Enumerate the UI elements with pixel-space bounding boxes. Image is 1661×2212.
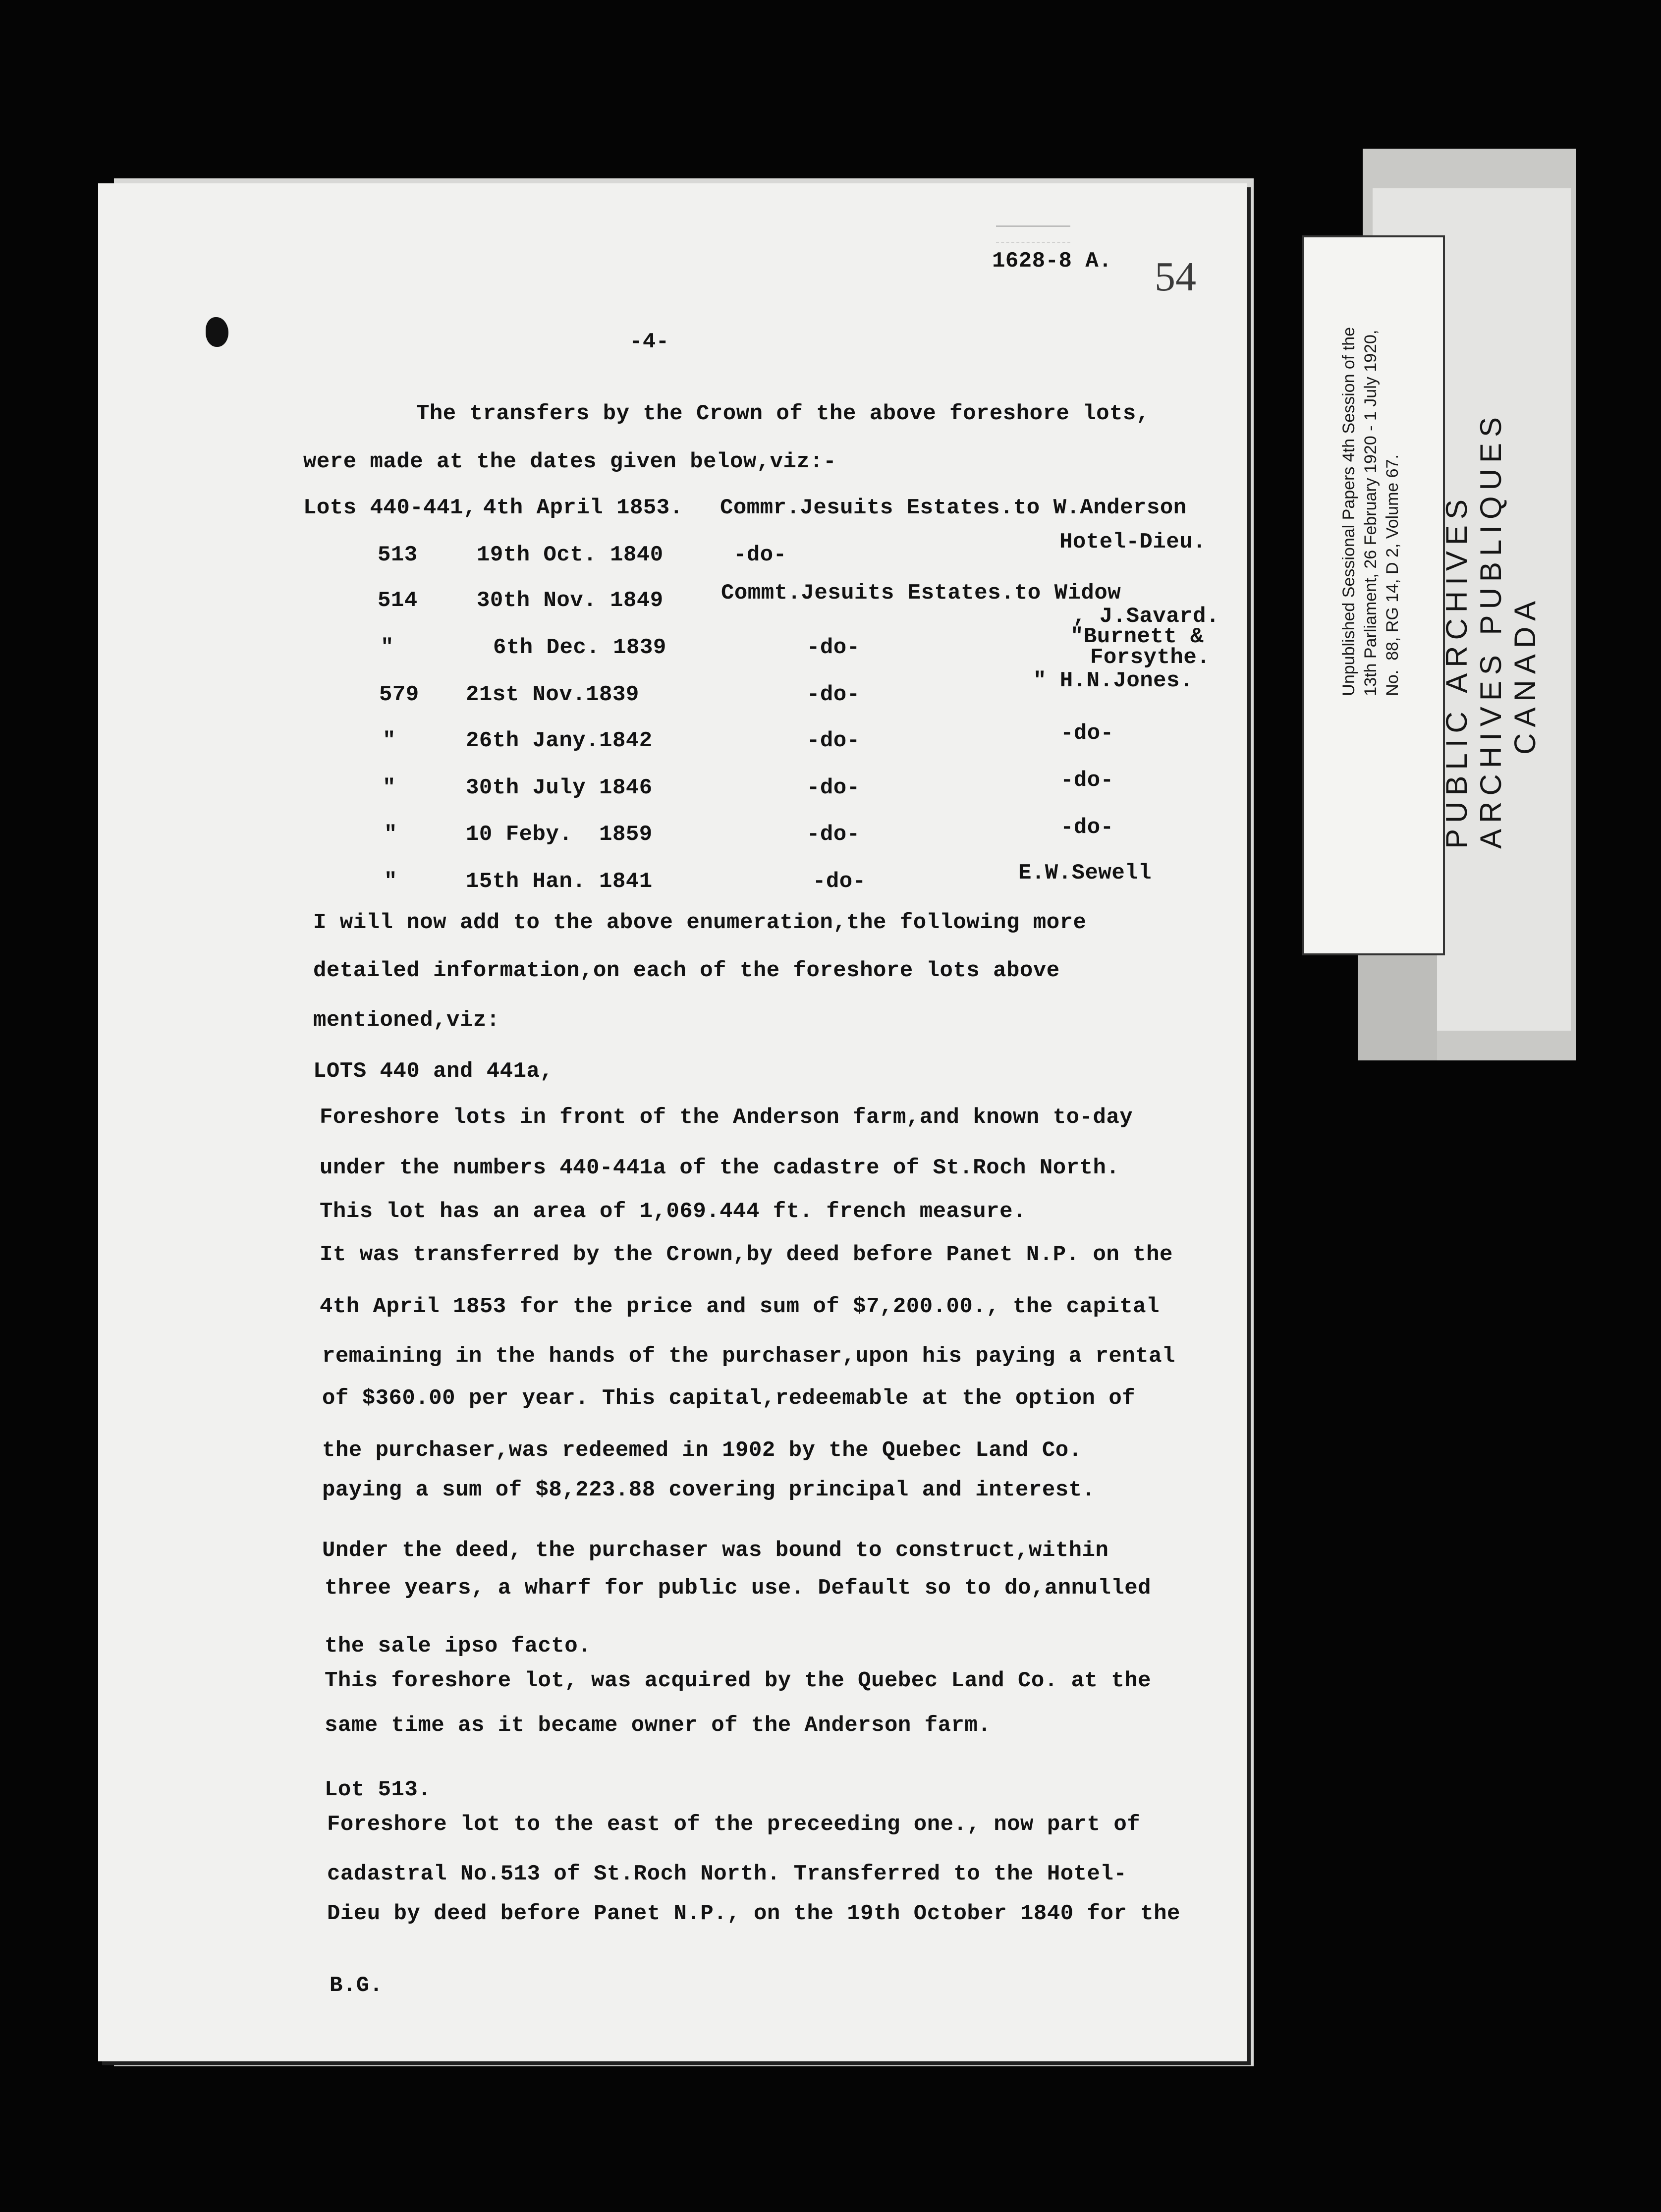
- grantee-cell: Forsythe.: [1090, 645, 1211, 670]
- body-line: the purchaser,was redeemed in 1902 by the Quebec Land Co.: [322, 1438, 1082, 1463]
- grantor-cell: Commt.Jesuits Estates.to Widow: [721, 581, 1121, 606]
- lots-cell: ": [383, 728, 396, 753]
- section-heading: LOTS 440 and 441a,: [313, 1059, 554, 1084]
- body-line: remaining in the hands of the purchaser,upon his paying a rental: [322, 1344, 1175, 1369]
- archive-stamp-line: ARCHIVES PUBLIQUES: [1474, 411, 1507, 849]
- archive-label-line: No. 88, RG 14, D 2, Volume 67.: [1383, 454, 1402, 696]
- body-line: paying a sum of $8,223.88 covering principal and interest.: [322, 1478, 1096, 1502]
- body-line: 4th April 1853 for the price and sum of $7,200.00., the capital: [320, 1294, 1160, 1319]
- grantee-cell: -do-: [1060, 768, 1114, 793]
- grantor-cell: Commr.Jesuits Estates.to W.Anderson: [720, 496, 1187, 520]
- date-cell: 19th Oct. 1840: [477, 543, 664, 567]
- body-line: detailed information,on each of the foreshore lots above: [313, 958, 1060, 983]
- page-marker: -4-: [629, 330, 669, 354]
- grantee-cell: E.W.Sewell: [1018, 861, 1152, 885]
- intro-line: were made at the dates given below,viz:-: [303, 449, 837, 474]
- grantee-cell: , J.Savard.: [1073, 604, 1219, 629]
- archive-label-line: Unpublished Sessional Papers 4th Session of the: [1339, 327, 1358, 696]
- body-line: three years, a wharf for public use. Default so to do,annulled: [325, 1576, 1152, 1601]
- body-line: This lot has an area of 1,069.444 ft. french measure.: [320, 1199, 1026, 1224]
- body-line: cadastral No.513 of St.Roch North. Transferred to the Hotel-: [327, 1862, 1127, 1886]
- date-cell: 4th April 1853.: [483, 496, 683, 520]
- grantor-cell: -do-: [807, 635, 860, 660]
- date-cell: 10 Feby. 1859: [466, 822, 653, 847]
- archive-label-line: 13th Parliament, 26 February 1920 - 1 July 1920,: [1361, 330, 1380, 696]
- grantee-cell: -do-: [1060, 721, 1114, 746]
- archive-stamp-line: CANADA: [1508, 595, 1542, 755]
- grantor-cell: -do-: [733, 543, 787, 567]
- pencil-mark: [996, 225, 1070, 243]
- grantee-cell: Hotel-Dieu.: [1059, 530, 1206, 554]
- body-line: Foreshore lots in front of the Anderson farm,and known to-day: [320, 1105, 1133, 1130]
- date-cell: 15th Han. 1841: [466, 869, 653, 894]
- body-line: This foreshore lot, was acquired by the Quebec Land Co. at the: [325, 1668, 1152, 1693]
- grantee-cell: " H.N.Jones.: [1033, 668, 1193, 693]
- ink-blot: [206, 317, 228, 347]
- lots-cell: ": [383, 775, 396, 800]
- grantee-cell: -do-: [1060, 815, 1114, 840]
- grantor-cell: -do-: [807, 728, 860, 753]
- lots-cell: 513: [378, 543, 418, 567]
- body-line: of $360.00 per year. This capital,redeemable at the option of: [322, 1386, 1136, 1411]
- intro-line: The transfers by the Crown of the above foreshore lots,: [416, 401, 1150, 426]
- body-line: I will now add to the above enumeration,the following more: [313, 910, 1087, 935]
- lots-cell: ": [381, 635, 394, 660]
- date-cell: 26th Jany.1842: [466, 728, 653, 753]
- section-heading: Lot 513.: [325, 1777, 432, 1802]
- body-line: under the numbers 440-441a of the cadastre of St.Roch North.: [320, 1156, 1120, 1180]
- date-cell: 30th July 1846: [466, 775, 653, 800]
- date-cell: 6th Dec. 1839: [493, 635, 666, 660]
- grantee-cell: "Burnett &: [1070, 624, 1204, 649]
- grantor-cell: -do-: [807, 682, 860, 707]
- grantor-cell: -do-: [807, 822, 860, 847]
- date-cell: 30th Nov. 1849: [477, 588, 664, 613]
- grantor-cell: -do-: [807, 775, 860, 800]
- stamped-page-number: 54: [1155, 254, 1196, 300]
- document-reference: 1628-8 A.: [992, 249, 1112, 274]
- lots-cell: ": [384, 822, 397, 847]
- body-line: Foreshore lot to the east of the preceeding one., now part of: [327, 1812, 1141, 1837]
- archive-label: [1338, 327, 1403, 696]
- body-line: It was transferred by the Crown,by deed before Panet N.P. on the: [320, 1242, 1173, 1267]
- archive-stamp: [1440, 411, 1542, 849]
- grantor-cell: -do-: [813, 869, 866, 894]
- date-cell: 21st Nov.1839: [466, 682, 639, 707]
- initials: B.G.: [330, 1973, 383, 1998]
- lots-cell: ": [384, 869, 397, 894]
- body-line: Under the deed, the purchaser was bound to construct,within: [322, 1538, 1109, 1563]
- lots-cell: 514: [378, 588, 418, 613]
- body-line: Dieu by deed before Panet N.P., on the 19th October 1840 for the: [327, 1901, 1180, 1926]
- lots-cell: 579: [379, 682, 419, 707]
- body-line: the sale ipso facto.: [325, 1634, 592, 1659]
- body-line: same time as it became owner of the Anderson farm.: [325, 1713, 992, 1738]
- lots-cell: Lots 440-441,: [303, 496, 477, 520]
- archive-folder-edge: [1358, 941, 1437, 1060]
- archive-stamp-line: PUBLIC ARCHIVES: [1440, 494, 1473, 849]
- body-line: mentioned,viz:: [313, 1008, 500, 1033]
